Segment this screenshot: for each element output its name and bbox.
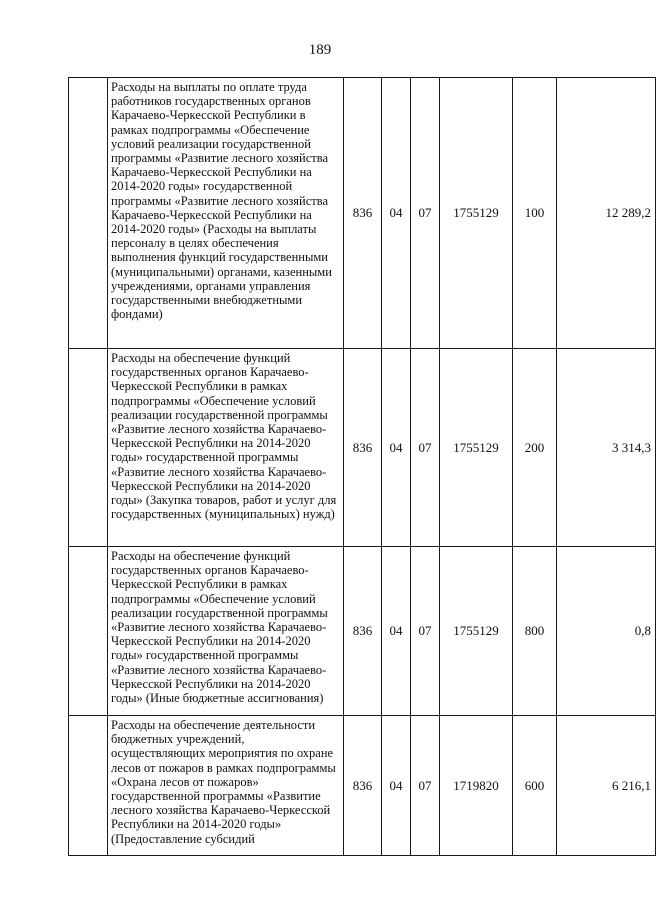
amount-cell: 12 289,2 [557, 78, 656, 349]
amount-cell: 6 216,1 [557, 716, 656, 856]
table-row [69, 349, 656, 547]
grbs-code-cell: 836 [344, 547, 382, 716]
expense-name-cell: Расходы на обеспечение деятельности бюджетных учреждений, осуществляющих мероприятия по охране лесов от пожаров в рамках подпрограммы «Охрана лесов от пожаров» государственной программы «Развитие лесного хозяйства Карачаево-Черкесской Республики на 2014-2020 годы» (Предоставление субсидий [108, 716, 344, 856]
section-code-cell: 04 [382, 78, 411, 349]
target-article-cell: 1755129 [440, 349, 513, 547]
expense-type-cell: 800 [513, 547, 557, 716]
section-code-cell: 04 [382, 547, 411, 716]
grbs-code-cell: 836 [344, 349, 382, 547]
amount-cell: 0,8 [557, 547, 656, 716]
table-row [69, 716, 656, 856]
expense-type-cell: 200 [513, 349, 557, 547]
expense-type-cell: 600 [513, 716, 557, 856]
grbs-code-cell: 836 [344, 78, 382, 349]
budget-table [68, 77, 656, 856]
amount-cell: 3 314,3 [557, 349, 656, 547]
row-number-cell [69, 547, 108, 716]
expense-name-cell: Расходы на выплаты по оплате труда работников государственных органов Карачаево-Черкесской Республики в рамках подпрограммы «Обеспечение условий реализации государственной программы «Развитие лесного хозяйства Карачаево-Черкесской Республики на 2014-2020 годы» государственной программы «Развитие лесного хозяйства Карачаево-Черкесской Республики на 2014-2020 годы» (Расходы на выплаты персоналу в целях обеспечения выполнения функций государственными (муниципальными) органами, казенными учреждениями, органами управления государственными внебюджетными фондами) [108, 78, 344, 349]
section-code-cell: 04 [382, 716, 411, 856]
expense-name-cell: Расходы на обеспечение функций государственных органов Карачаево-Черкесской Республики в рамках подпрограммы «Обеспечение условий реализации государственной программы «Развитие лесного хозяйства Карачаево-Черкесской Республики на 2014-2020 годы» государственной программы «Развитие лесного хозяйства Карачаево-Черкесской Республики на 2014-2020 годы» (Иные бюджетные ассигнования) [108, 547, 344, 716]
subsection-code-cell: 07 [411, 349, 440, 547]
page-number: 189 [308, 42, 332, 58]
expense-name-cell: Расходы на обеспечение функций государственных органов Карачаево-Черкесской Республики в рамках подпрограммы «Обеспечение условий реализации государственной программы «Развитие лесного хозяйства Карачаево-Черкесской Республики на 2014-2020 годы» государственной программы «Развитие лесного хозяйства Карачаево-Черкесской Республики на 2014-2020 годы» (Закупка товаров, работ и услуг для государственных (муниципальных) нужд) [108, 349, 344, 547]
subsection-code-cell: 07 [411, 716, 440, 856]
grbs-code-cell: 836 [344, 716, 382, 856]
target-article-cell: 1755129 [440, 78, 513, 349]
target-article-cell: 1719820 [440, 716, 513, 856]
subsection-code-cell: 07 [411, 78, 440, 349]
row-number-cell [69, 716, 108, 856]
expense-type-cell: 100 [513, 78, 557, 349]
table-row [69, 78, 656, 349]
target-article-cell: 1755129 [440, 547, 513, 716]
section-code-cell: 04 [382, 349, 411, 547]
row-number-cell [69, 349, 108, 547]
row-number-cell [69, 78, 108, 349]
subsection-code-cell: 07 [411, 547, 440, 716]
table-row [69, 547, 656, 716]
